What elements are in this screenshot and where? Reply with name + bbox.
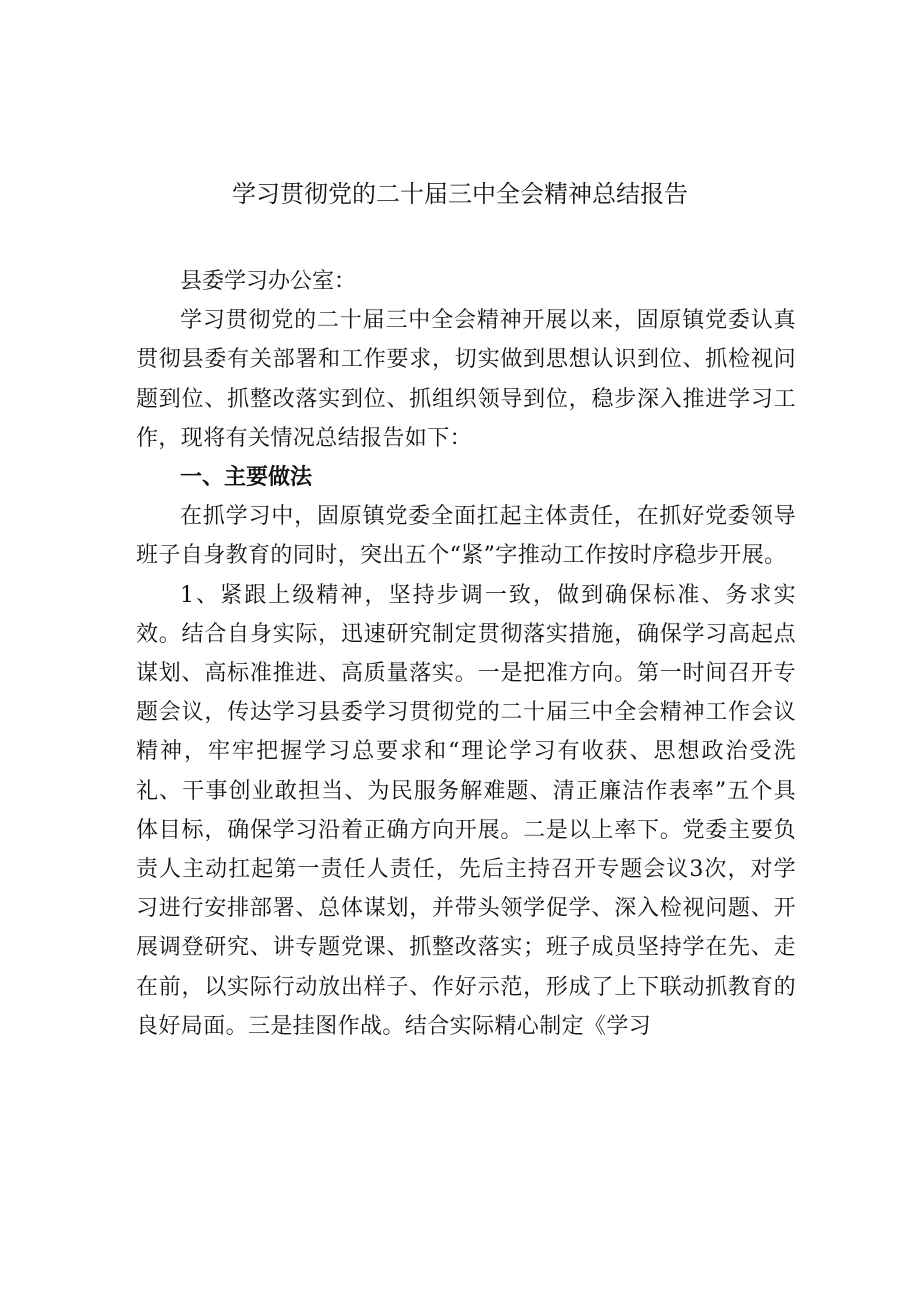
section-intro-paragraph: 在抓学习中，固原镇党委全面扛起主体责任，在抓好党委领导班子自身教育的同时，突出五个“紧”字推动工作按时序稳步开展。 bbox=[136, 504, 796, 569]
section-heading: 一、主要做法 bbox=[180, 465, 313, 491]
salutation: 县委学习办公室： bbox=[180, 269, 357, 294]
document-title: 学习贯彻党的二十届三中全会精神总结报告 bbox=[232, 180, 688, 208]
intro-paragraph: 学习贯彻党的二十届三中全会精神开展以来，固原镇党委认真贯彻县委有关部署和工作要求，切实做到思想认识到位、抓检视问题到位、抓整改落实到位、抓组织领导到位，稳步深入推进学习工作，现将有关情况总结报告如下： bbox=[136, 308, 796, 451]
point-one-paragraph: 1、紧跟上级精神，坚持步调一致，做到确保标准、务求实效。结合自身实际，迅速研究制定贯彻落实措施，确保学习高起点谋划、高标准推进、高质量落实。一是把准方向。第一时间召开专题会议，传达学习县委学习贯彻党的二十届三中全会精神工作会议精神，牢牢把握学习总要求和“理论学习有收获、思想政治受洗礼、干事创业敢担当、为民服务解难题、清正廉洁作表率”五个具体目标，确保学习沿着正确方向开展。二是以上率下。党委主要负责人主动扛起第一责任人责任，先后主持召开专题会议3次，对学习进行安排部署、总体谋划，并带头领学促学、深入检视问题、开展调登研究、讲专题党课、抓整改落实；班子成员坚持学在先、走在前，以实际行动放出样子、作好示范，形成了上下联动抓教育的良好局面。三是挂图作战。结合实际精心制定《学习 bbox=[136, 582, 796, 1039]
document-body bbox=[136, 262, 796, 1046]
